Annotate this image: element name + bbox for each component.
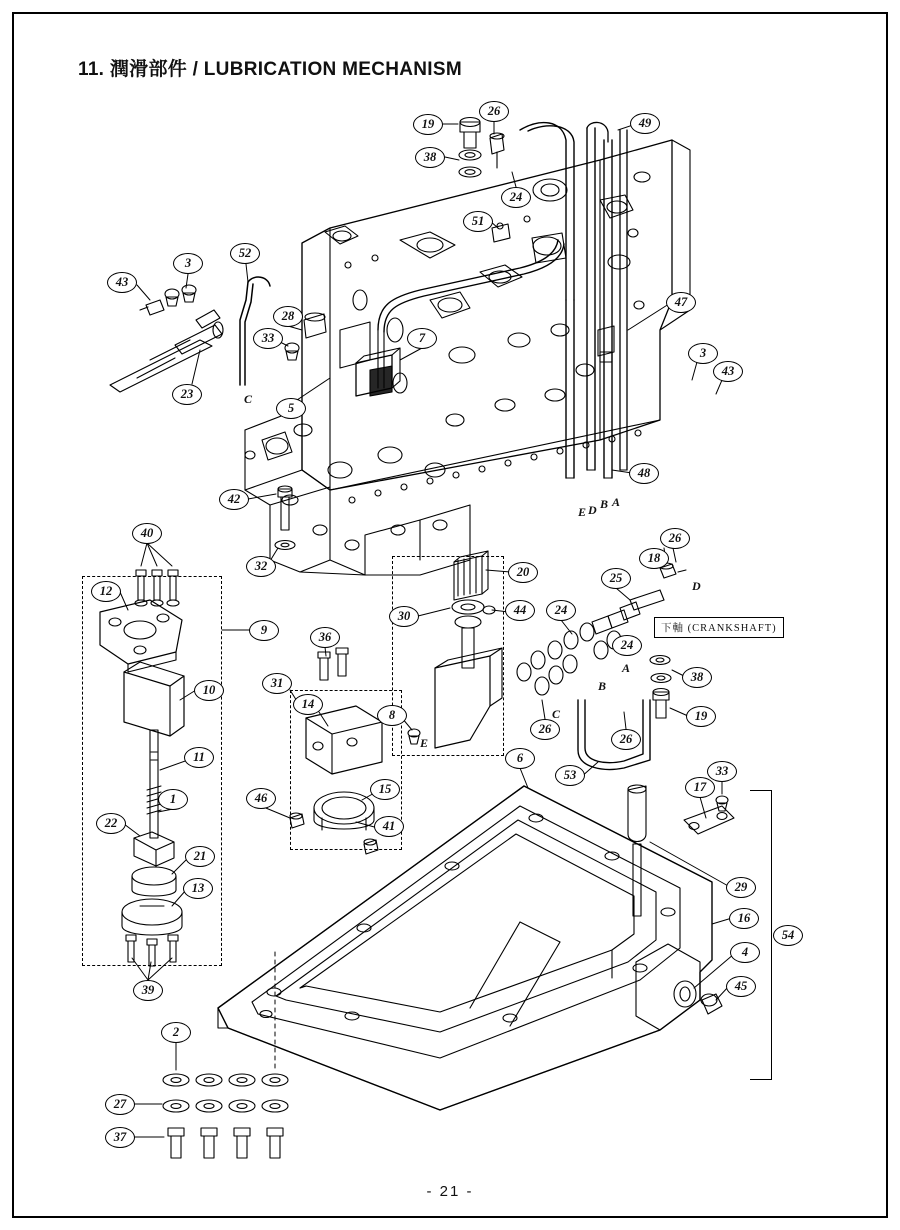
part-callout-27: 27 (105, 1094, 135, 1115)
part-callout-43: 43 (107, 272, 137, 293)
part-callout-3: 3 (688, 343, 718, 364)
part-callout-23: 23 (172, 384, 202, 405)
part-callout-24: 24 (612, 635, 642, 656)
part-callout-13: 13 (183, 878, 213, 899)
reference-letter-e-9: E (420, 736, 429, 750)
part-callout-37: 37 (105, 1127, 135, 1148)
part-callout-3: 3 (173, 253, 203, 274)
page-footer: - 21 - (426, 1183, 474, 1200)
crankshaft-label: 下軸 (CRANKSHAFT) (654, 617, 784, 638)
part-callout-18: 18 (639, 548, 669, 569)
part-callout-38: 38 (415, 147, 445, 168)
part-callout-24: 24 (501, 187, 531, 208)
reference-letter-e-1: E (578, 505, 587, 519)
part-callout-33: 33 (253, 328, 283, 349)
part-callout-39: 39 (133, 980, 163, 1001)
part-callout-53: 53 (555, 765, 585, 786)
part-callout-33: 33 (707, 761, 737, 782)
part-callout-5: 5 (276, 398, 306, 419)
part-callout-26: 26 (611, 729, 641, 750)
reference-letter-c-0: C (244, 392, 253, 406)
part-callout-25: 25 (601, 568, 631, 589)
part-callout-36: 36 (310, 627, 340, 648)
part-callout-31: 31 (262, 673, 292, 694)
part-callout-26: 26 (530, 719, 560, 740)
part-callout-1: 1 (158, 789, 188, 810)
part-callout-4: 4 (730, 942, 760, 963)
part-callout-15: 15 (370, 779, 400, 800)
part-callout-11: 11 (184, 747, 214, 768)
part-callout-7: 7 (407, 328, 437, 349)
part-callout-10: 10 (194, 680, 224, 701)
part-callout-9: 9 (249, 620, 279, 641)
part-callout-41: 41 (374, 816, 404, 837)
part-callout-51: 51 (463, 211, 493, 232)
part-callout-42: 42 (219, 489, 249, 510)
reference-letter-a-6: A (622, 661, 631, 675)
part-callout-45: 45 (726, 976, 756, 997)
part-callout-29: 29 (726, 877, 756, 898)
part-callout-28: 28 (273, 306, 303, 327)
part-callout-16: 16 (729, 908, 759, 929)
part-callout-30: 30 (389, 606, 419, 627)
part-callout-47: 47 (666, 292, 696, 313)
part-callout-22: 22 (96, 813, 126, 834)
part-callout-8: 8 (377, 705, 407, 726)
part-callout-24: 24 (546, 600, 576, 621)
bracket-54 (750, 790, 772, 1080)
part-callout-54: 54 (773, 925, 803, 946)
part-callout-26: 26 (479, 101, 509, 122)
part-callout-44: 44 (505, 600, 535, 621)
part-callout-17: 17 (685, 777, 715, 798)
reference-letter-a-4: A (612, 495, 621, 509)
part-callout-38: 38 (682, 667, 712, 688)
part-callout-52: 52 (230, 243, 260, 264)
page-title: 11. 潤滑部件 / LUBRICATION MECHANISM (78, 59, 462, 80)
part-callout-40: 40 (132, 523, 162, 544)
part-callout-2: 2 (161, 1022, 191, 1043)
reference-letter-d-5: D (692, 579, 701, 593)
part-callout-20: 20 (508, 562, 538, 583)
part-callout-21: 21 (185, 846, 215, 867)
reference-letter-b-7: B (598, 679, 607, 693)
part-callout-14: 14 (293, 694, 323, 715)
reference-letter-c-8: C (552, 707, 561, 721)
part-callout-48: 48 (629, 463, 659, 484)
reference-letter-d-2: D (588, 503, 597, 517)
part-callout-19: 19 (413, 114, 443, 135)
reference-letter-b-3: B (600, 497, 609, 511)
part-callout-49: 49 (630, 113, 660, 134)
part-callout-19: 19 (686, 706, 716, 727)
part-callout-32: 32 (246, 556, 276, 577)
part-callout-12: 12 (91, 581, 121, 602)
part-callout-43: 43 (713, 361, 743, 382)
part-callout-6: 6 (505, 748, 535, 769)
part-callout-46: 46 (246, 788, 276, 809)
part-callout-26: 26 (660, 528, 690, 549)
